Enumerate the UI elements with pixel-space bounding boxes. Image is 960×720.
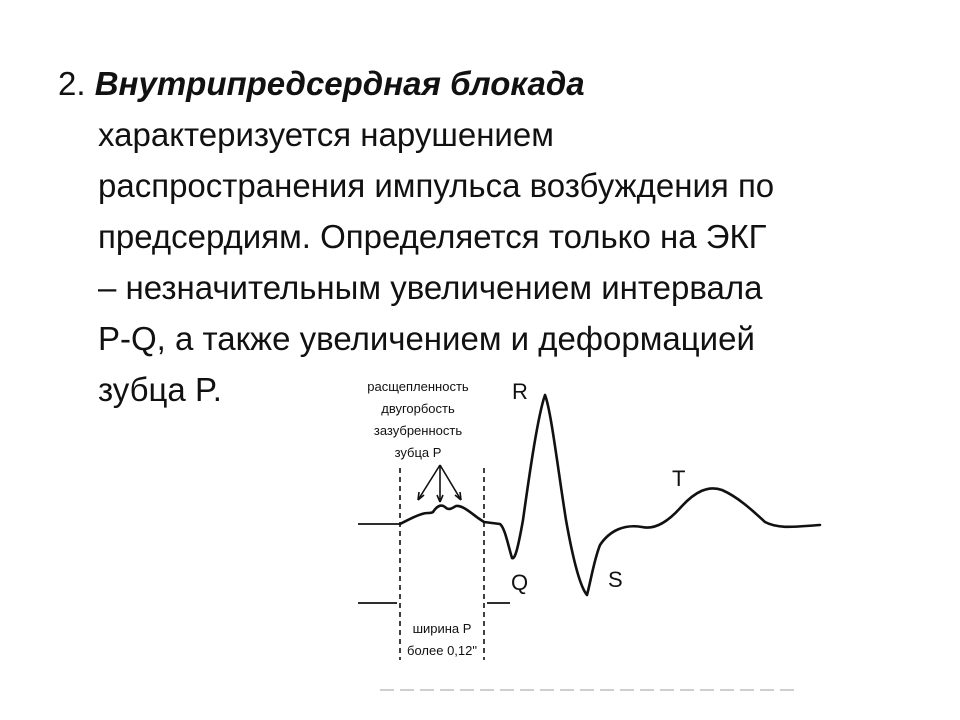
- body-line-3: предсердиям. Определяется только на ЭКГ: [98, 218, 767, 255]
- ecg-waveform: [400, 395, 820, 595]
- body-line-5: P-Q, а также увеличением и деформацией: [98, 320, 755, 357]
- body-line-1: характеризуется нарушением: [98, 116, 554, 153]
- baseline-marks: [358, 524, 510, 603]
- body-line-6: зубца P.: [98, 371, 222, 408]
- body-line-2: распространения импульса возбуждения по: [98, 167, 775, 204]
- item-number: 2.: [58, 65, 86, 102]
- slide-title: Внутрипредсердная блокада: [94, 65, 585, 102]
- p-wave-annotation: [367, 379, 469, 460]
- t-wave-label: T: [672, 466, 686, 491]
- p-wave-arrows: [418, 465, 461, 502]
- r-wave-label: R: [512, 379, 528, 404]
- annotation-line-4: зубца P: [394, 445, 442, 460]
- s-wave-label: S: [608, 567, 623, 592]
- width-label-line-1: ширина P: [412, 621, 472, 636]
- width-label-line-2: более 0,12": [407, 643, 477, 658]
- arrow-right: [440, 465, 461, 500]
- q-wave-label: Q: [511, 570, 529, 595]
- body-line-4: – незначительным увеличением интервала: [98, 269, 763, 306]
- annotation-line-3: зазубренность: [373, 423, 463, 438]
- annotation-line-1: расщепленность: [367, 379, 469, 394]
- arrow-left: [418, 465, 440, 500]
- annotation-line-2: двугорбость: [381, 401, 455, 416]
